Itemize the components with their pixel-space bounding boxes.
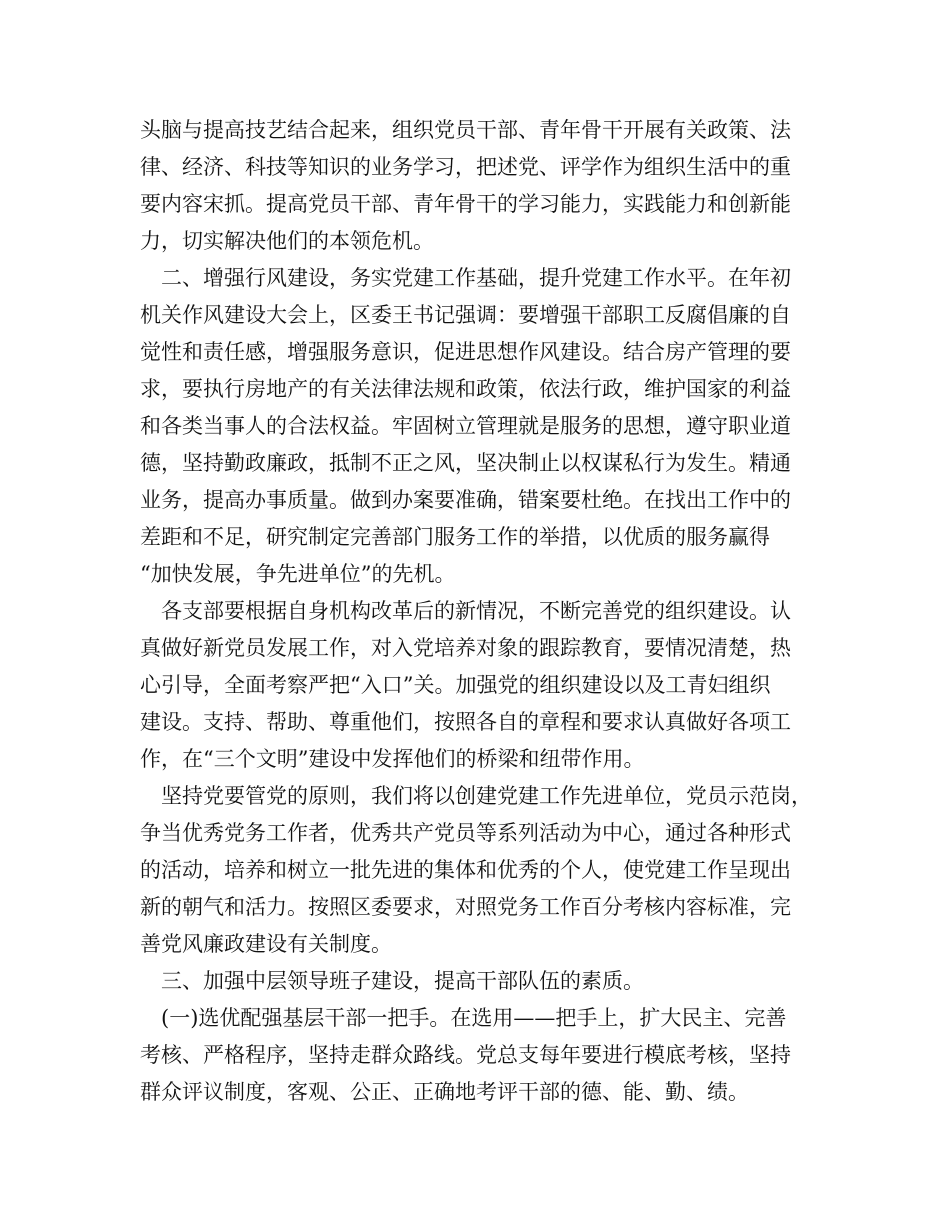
paragraph-first-line: 各支部要根据自身机构改革后的新情况，不断完善党的组织建设。认 xyxy=(161,599,791,623)
text-line: 德，坚持勤政廉政，抵制不正之风，坚决制止以权谋私行为发生。精通 xyxy=(140,451,791,475)
text-line: 业务，提高办事质量。做到办案要准确，错案要杜绝。在找出工作中的 xyxy=(140,488,791,512)
text-line: 机关作风建设大会上，区委王书记强调：要增强干部职工反腐倡廉的自 xyxy=(140,303,791,327)
text-line: 心引导，全面考察严把“入口”关。加强党的组织建设以及工青妇组织 xyxy=(140,673,771,697)
paragraph-first-line: 坚持党要管党的原则，我们将以创建党建工作先进单位，党员示范岗， xyxy=(161,784,812,808)
paragraph-first-line: (一)选优配强基层干部一把手。在选用——把手上，扩大民主、完善 xyxy=(161,1006,787,1030)
text-line: 真做好新党员发展工作，对入党培养对象的跟踪教育，要情况清楚，热 xyxy=(140,636,791,660)
text-line: 力，切实解决他们的本领危机。 xyxy=(140,229,434,253)
text-line: 群众评议制度，客观、公正、正确地考评干部的德、能、勤、绩。 xyxy=(140,1080,749,1104)
section-heading-line: 三、加强中层领导班子建设，提高干部队伍的素质。 xyxy=(161,969,644,993)
text-line: 作，在“三个文明”建设中发挥他们的桥梁和纽带作用。 xyxy=(140,747,645,771)
text-line: 建设。支持、帮助、尊重他们，按照各自的章程和要求认真做好各项工 xyxy=(140,710,791,734)
text-line: 头脑与提高技艺结合起来，组织党员干部、青年骨干开展有关政策、法 xyxy=(140,118,791,142)
text-line: 要内容宋抓。提高党员干部、青年骨干的学习能力，实践能力和创新能 xyxy=(140,192,791,216)
text-line: “加快发展，争先进单位”的先机。 xyxy=(140,562,456,586)
text-line: 求，要执行房地产的有关法律法规和政策，依法行政，维护国家的利益 xyxy=(140,377,791,401)
text-line: 和各类当事人的合法权益。牢固树立管理就是服务的思想，遵守职业道 xyxy=(140,414,791,438)
text-line: 考核、严格程序，坚持走群众路线。党总支每年要进行模底考核，坚持 xyxy=(140,1043,791,1067)
paragraph-first-line: 二、增强行风建设，务实党建工作基础，提升党建工作水平。在年初 xyxy=(161,266,791,290)
text-line: 新的朝气和活力。按照区委要求，对照党务工作百分考核内容标准，完 xyxy=(140,895,791,919)
text-line: 善党风廉政建设有关制度。 xyxy=(140,932,392,956)
text-line: 争当优秀党务工作者，优秀共产党员等系列活动为中心，通过各种形式 xyxy=(140,821,791,845)
text-line: 律、经济、科技等知识的业务学习，把述党、评学作为组织生活中的重 xyxy=(140,155,791,179)
text-line: 觉性和责任感，增强服务意识，促进思想作风建设。结合房产管理的要 xyxy=(140,340,791,364)
document-body xyxy=(140,112,820,1111)
text-line: 的活动，培养和树立一批先进的集体和优秀的个人，使党建工作呈现出 xyxy=(140,858,791,882)
text-line: 差距和不足，研究制定完善部门服务工作的举措，以优质的服务赢得 xyxy=(140,525,770,549)
